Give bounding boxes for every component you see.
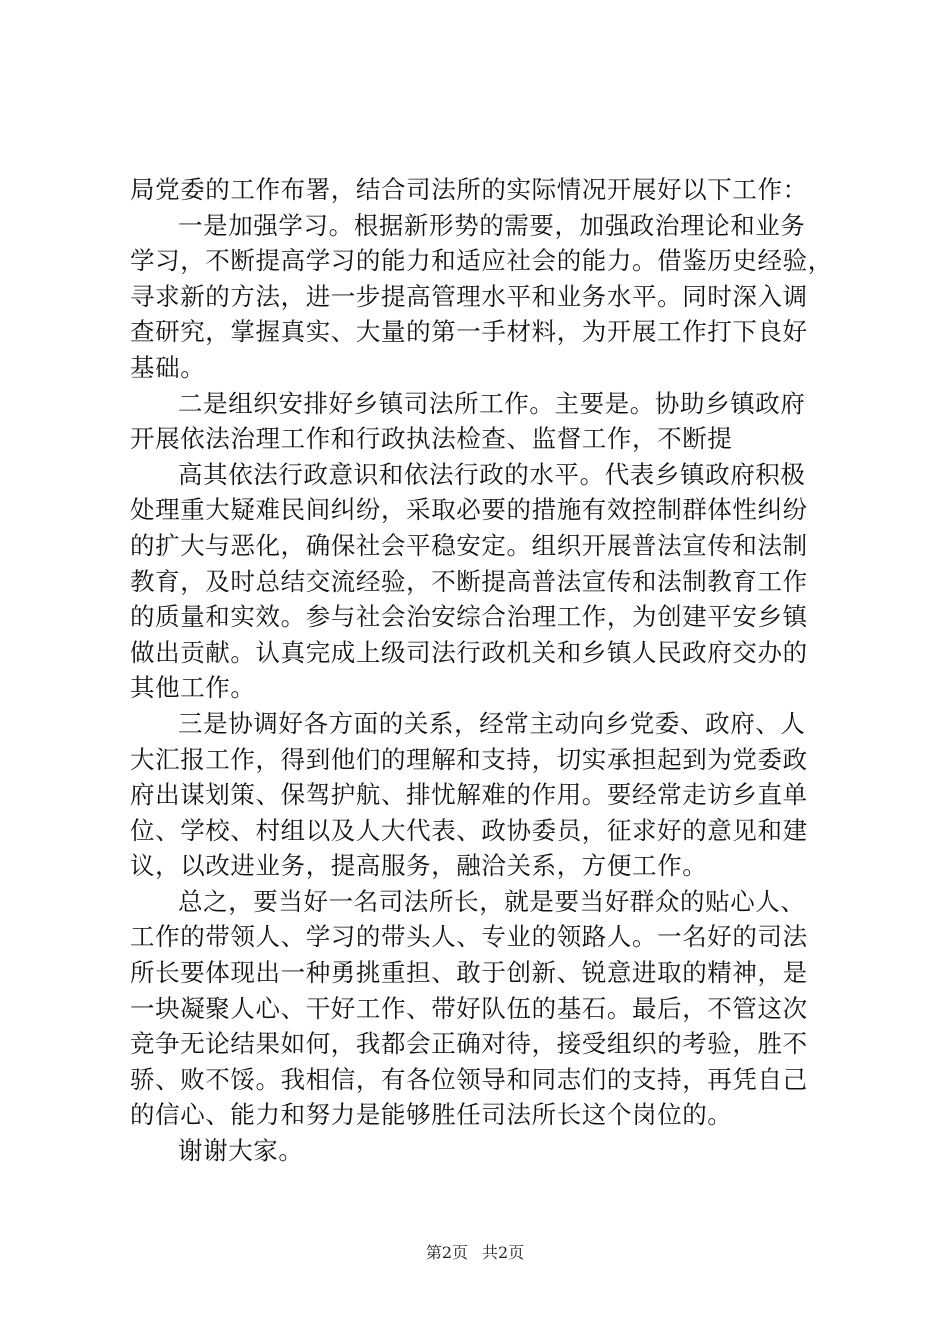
text-line: 一块凝聚人心、干好工作、带好队伍的基石。最后，不管这次	[130, 993, 808, 1023]
text-line: 竞争无论结果如何，我都会正确对待，接受组织的考验，胜不	[130, 1029, 808, 1059]
text-line: 的质量和实效。参与社会治安综合治理工作，为创建平安乡镇	[130, 602, 808, 632]
page-footer	[0, 1243, 950, 1263]
text-line: 寻求新的方法，进一步提高管理水平和业务水平。同时深入调	[130, 281, 808, 311]
text-line: 三是协调好各方面的关系，经常主动向乡党委、政府、人	[178, 708, 806, 738]
text-line: 骄、败不馁。我相信，有各位领导和同志们的支持，再凭自己	[130, 1064, 808, 1094]
text-line: 大汇报工作，得到他们的理解和支持，切实承担起到为党委政	[130, 744, 808, 774]
page-number-current: 第2页	[425, 1243, 468, 1262]
text-line: 高其依法行政意识和依法行政的水平。代表乡镇政府积极	[178, 459, 806, 489]
text-line: 一是加强学习。根据新形势的需要，加强政治理论和业务	[178, 210, 806, 240]
text-line: 总之，要当好一名司法所长，就是要当好群众的贴心人、	[178, 886, 806, 916]
text-line: 开展依法治理工作和行政执法检查、监督工作，不断提	[130, 424, 733, 454]
text-line: 的信心、能力和努力是能够胜任司法所长这个岗位的。	[130, 1100, 733, 1130]
text-line: 谢谢大家。	[178, 1136, 304, 1166]
text-line: 府出谋划策、保驾护航、排忧解难的作用。要经常走访乡直单	[130, 780, 808, 810]
text-line: 其他工作。	[130, 673, 256, 703]
text-line: 学习，不断提高学习的能力和适应社会的能力。借鉴历史经验，	[130, 246, 833, 276]
text-line: 处理重大疑难民间纠纷，采取必要的措施有效控制群体性纠纷	[130, 495, 808, 525]
text-line: 议，以改进业务，提高服务，融洽关系，方便工作。	[130, 851, 708, 881]
text-line: 查研究，掌握真实、大量的第一手材料，为开展工作打下良好	[130, 317, 808, 347]
text-line: 的扩大与恶化，确保社会平稳安定。组织开展普法宣传和法制	[130, 530, 808, 560]
text-line: 基础。	[130, 352, 206, 382]
text-line: 位、学校、村组以及人大代表、政协委员，征求好的意见和建	[130, 815, 808, 845]
text-line: 工作的带领人、学习的带头人、专业的领路人。一名好的司法	[130, 922, 808, 952]
text-line: 教育，及时总结交流经验，不断提高普法宣传和法制教育工作	[130, 566, 808, 596]
page-number-total: 共2页	[482, 1243, 525, 1262]
text-line: 所长要体现出一种勇挑重担、敢于创新、锐意进取的精神，是	[130, 958, 808, 988]
text-line: 做出贡献。认真完成上级司法行政机关和乡镇人民政府交办的	[130, 637, 808, 667]
text-line: 局党委的工作布署，结合司法所的实际情况开展好以下工作：	[130, 175, 808, 204]
document-body	[130, 172, 833, 1169]
text-line: 二是组织安排好乡镇司法所工作。主要是。协助乡镇政府	[178, 388, 806, 418]
